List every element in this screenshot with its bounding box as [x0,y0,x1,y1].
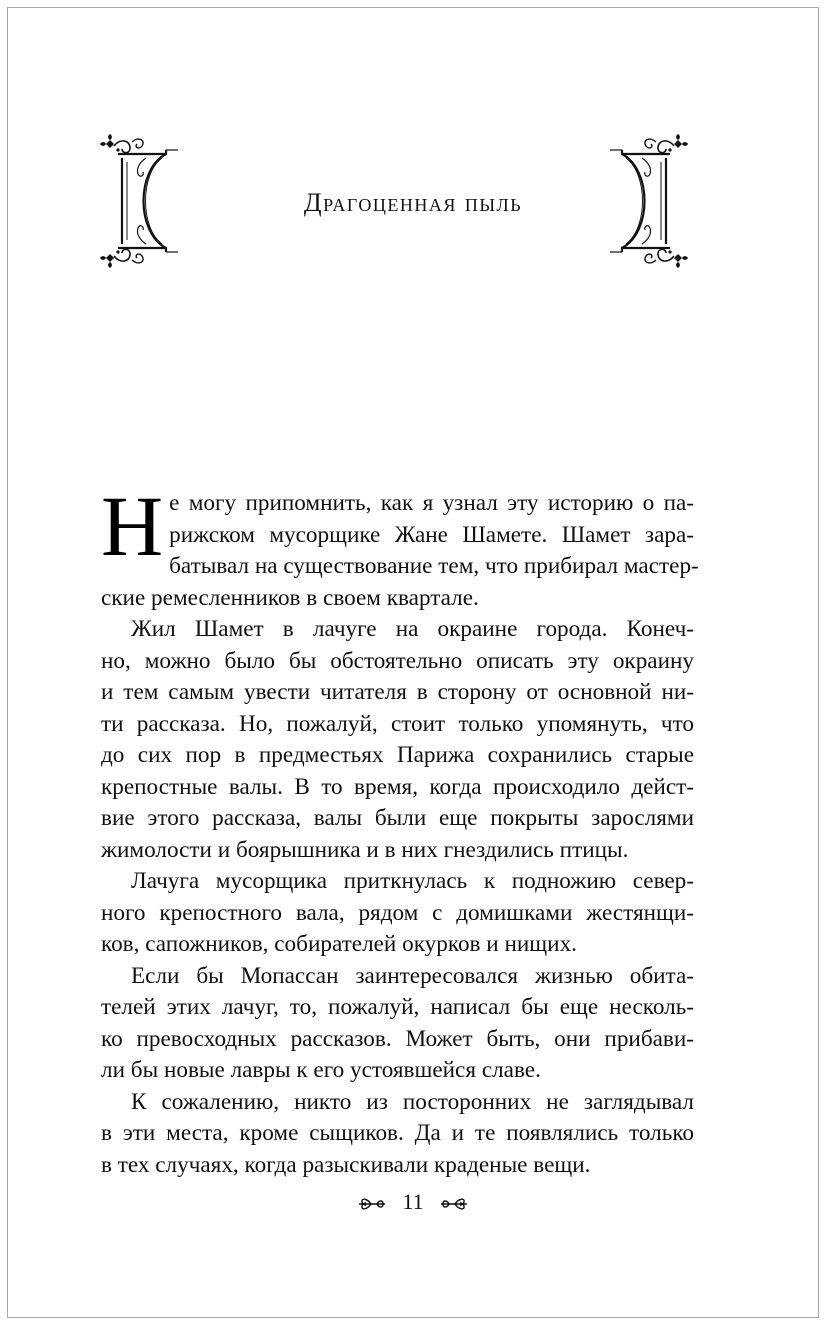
flourish-icon-right [439,1196,469,1212]
text-line: ко превосходных рассказов. Может быть, они прибави- [101,1025,694,1052]
chapter-title: Драгоценная пыль [303,188,523,217]
text-line: ков, сапожников, собирателей окурков и нищих. [101,931,577,957]
text-line: телей этих лачуг, то, пожалуй, написал бы еще несколь- [101,994,694,1020]
paragraph-2 [101,614,694,866]
text-line: ного крепостного вала, рядом с домишками жестянщи- [101,899,694,926]
text-line: в тех случаях, когда разыскивали краденые вещи. [101,1151,591,1178]
paragraph-4 [101,961,694,1087]
text-line: рижском мусорщике Жане Шамете. Шамет зара- [169,521,694,548]
flourish-icon-left [357,1196,387,1212]
text-line: в эти места, кроме сыщиков. Да и те появлялись только [101,1120,694,1146]
text-line: но, можно было бы обстоятельно описать эту окраину [101,647,694,674]
text-line: до сих пор в предместьях Парижа сохранились старые [101,742,694,768]
paragraph-3 [101,866,694,961]
text-line: Лачуга мусорщика приткнулась к подножию север- [131,868,694,894]
text-line: ские ремесленников в своем квартале. [101,584,479,611]
page-number: 11 [402,1189,424,1214]
text-line: Жил Шамет в лачуге на окраине города. Конеч- [131,616,694,642]
paragraph-5 [101,1087,694,1182]
book-page [7,7,819,1318]
text-line: жимолости и боярышника и в них гнездились птицы. [101,836,629,863]
text-line: ти рассказа. Но, пожалуй, стоит только упомянуть, что [101,710,694,737]
ornamental-frame-icon-right [602,128,692,274]
text-line: вие этого рассказа, валы были еще покрыты зарослями [101,805,694,831]
drop-cap: Н [101,478,164,574]
text-line: ли бы новые лавры к его устоявшейся славе. [101,1057,541,1083]
body-text [101,478,699,1181]
text-line: крепостные валы. В то время, когда происходило дейст- [101,773,694,800]
page-footer [8,1189,818,1215]
text-line: Если бы Мопассан заинтересовался жизнью обита- [131,962,694,989]
text-line: К сожалению, никто из посторонних не заглядывал [131,1088,694,1115]
paragraph-1 [101,478,699,614]
text-line: батывал на существование тем, что прибирал мастер- [169,553,699,579]
text-line: и тем самым увести читателя в сторону от основной ни- [101,679,694,705]
text-line: е могу припомнить, как я узнал эту историю о па- [169,490,694,516]
